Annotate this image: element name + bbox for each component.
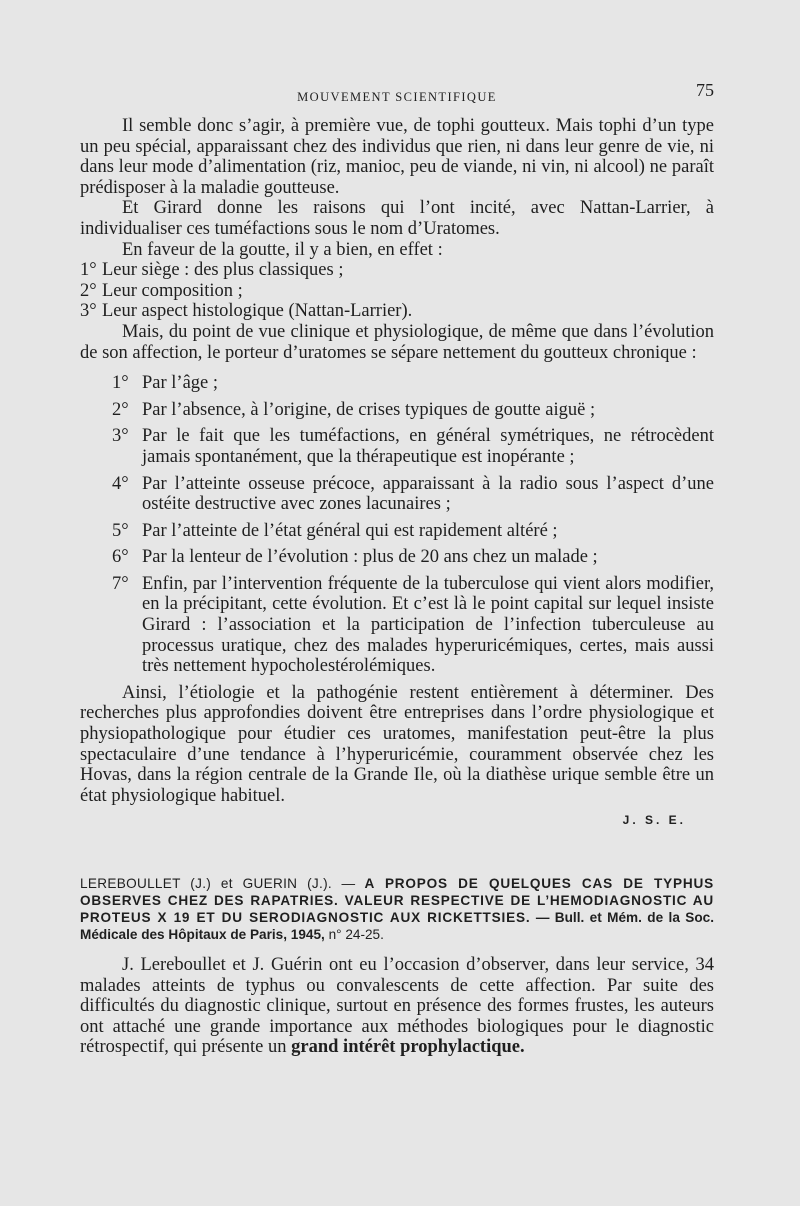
page-number: 75 bbox=[696, 80, 714, 100]
paragraph-girard: Et Girard donne les raisons qui l’ont incité, avec Nattan-Larrier, à individualiser ces tuméfactions sous le nom d’Uratomes. bbox=[80, 198, 714, 239]
against-item-text: Par l’atteinte osseuse précoce, apparaissant à la radio sous l’aspect d’une ostéite destructive avec zones lacunaires ; bbox=[142, 473, 714, 515]
abstract bbox=[80, 955, 714, 1058]
against-item-number: 2° bbox=[112, 399, 129, 420]
favor-item-number: 3° bbox=[80, 301, 97, 322]
reference-issue: n° 24-25. bbox=[324, 927, 384, 942]
against-list bbox=[80, 373, 714, 677]
against-item-text: Par l’âge ; bbox=[142, 373, 219, 394]
favor-item-text: Leur composition ; bbox=[102, 280, 243, 301]
paragraph-conclusion: Ainsi, l’étiologie et la pathogénie restent entièrement à déterminer. Des recherches plus approfondies doivent être entreprises dans l’ordre physiologique et physiopathologique pour étudier ces uratomes, manifestation peut-être la plus spectaculaire d’une tendance à l’hyperuricémie, couramment observée chez les Hovas, dans la région centrale de la Grande Ile, où la diathèse urique semble être un état physiologique habituel. bbox=[80, 682, 714, 806]
favor-item bbox=[80, 281, 714, 302]
favor-list bbox=[80, 260, 714, 322]
against-item-number: 7° bbox=[112, 573, 129, 594]
favor-item bbox=[80, 301, 714, 322]
author-signature: J. S. E. bbox=[622, 813, 686, 828]
against-item-number: 4° bbox=[112, 473, 129, 494]
running-title: MOUVEMENT SCIENTIFIQUE bbox=[297, 90, 497, 104]
against-item bbox=[80, 521, 714, 542]
abstract-emphasis: grand intérêt prophylactique. bbox=[291, 1037, 525, 1058]
favor-item bbox=[80, 260, 714, 281]
against-item bbox=[80, 426, 714, 467]
against-item-text: Par l’atteinte de l’état général qui est rapidement altéré ; bbox=[142, 520, 558, 541]
paragraph-clinical: Mais, du point de vue clinique et physiologique, de même que dans l’évolution de son affection, le porteur d’uratomes se sépare nettement du goutteux chronique : bbox=[80, 321, 714, 363]
reference-citation bbox=[80, 875, 714, 943]
reference-journal: — Bull. et Mém. de la Soc. Médicale des Hôpitaux de Paris, 1945, bbox=[80, 910, 714, 942]
against-item bbox=[80, 373, 714, 394]
paragraph-tophi: Il semble donc s’agir, à première vue, de tophi goutteux. Mais tophi d’un type un peu spécial, apparaissant chez des individus que rien, ni dans leur genre de vie, ni dans leur mode d’alimentation (riz, manioc, peu de viande, ni vin, ni alcool) ne paraît prédisposer à la maladie goutteuse. bbox=[80, 116, 714, 198]
against-item-number: 1° bbox=[112, 373, 129, 394]
against-item-number: 6° bbox=[112, 547, 129, 568]
against-item bbox=[80, 400, 714, 421]
against-item bbox=[80, 547, 714, 568]
against-item-text: Par l’absence, à l’origine, de crises typiques de goutte aiguë ; bbox=[142, 399, 596, 420]
against-item-text: Par le fait que les tuméfactions, en général symétriques, ne rétrocèdent jamais spontanément, que la thérapeutique est inopérante ; bbox=[142, 426, 714, 467]
abstract-text: J. Lereboullet et J. Guérin ont eu l’occasion d’observer, dans leur service, 34 malades atteints de typhus ou convalescents de cette affection. Par suite des difficultés du diagnostic clinique, surtout en présence des formes frustes, les auteurs ont attaché une grande importance aux méthodes biologiques pour le diagnostic rétrospectif, qui présente un bbox=[80, 955, 714, 1058]
reference-authors: LEREBOULLET (J.) et GUERIN (J.). bbox=[80, 876, 332, 891]
reference-title: A PROPOS DE QUELQUES CAS DE TYPHUS OBSERVES CHEZ DES RAPATRIES. VALEUR RESPECTIVE DE L’HEMODIAGNOSTIC AU PROTEUS X 19 ET DU SERODIAGNOSTIC AUX RICKETTSIES. bbox=[80, 876, 714, 925]
favor-item-number: 1° bbox=[80, 260, 97, 281]
abstract-paragraph bbox=[80, 955, 714, 1058]
favor-item-text: Leur aspect histologique (Nattan-Larrier). bbox=[102, 301, 413, 322]
against-item bbox=[80, 474, 714, 515]
article-body bbox=[80, 116, 714, 831]
favor-item-text: Leur siège : des plus classiques ; bbox=[102, 260, 344, 281]
against-item-text: Enfin, par l’intervention fréquente de la tuberculose qui vient alors modifier, en la précipitant, cette évolution. Et c’est là le point capital sur lequel insiste Girard : l’association et la participation de l’infection tuberculeuse au processus uratique, chez des malades hyperuricémiques, certes, mais aussi très nettement hypocholestérolémiques. bbox=[142, 573, 714, 677]
running-head bbox=[80, 80, 714, 108]
against-item-number: 3° bbox=[112, 426, 129, 447]
favor-item-number: 2° bbox=[80, 280, 97, 301]
against-item-text: Par la lenteur de l’évolution : plus de 20 ans chez un malade ; bbox=[142, 547, 598, 568]
against-item-number: 5° bbox=[112, 520, 129, 541]
paragraph-favor-goutte: En faveur de la goutte, il y a bien, en effet : bbox=[122, 239, 443, 260]
reference-dash: — bbox=[331, 876, 365, 891]
against-item bbox=[80, 574, 714, 677]
